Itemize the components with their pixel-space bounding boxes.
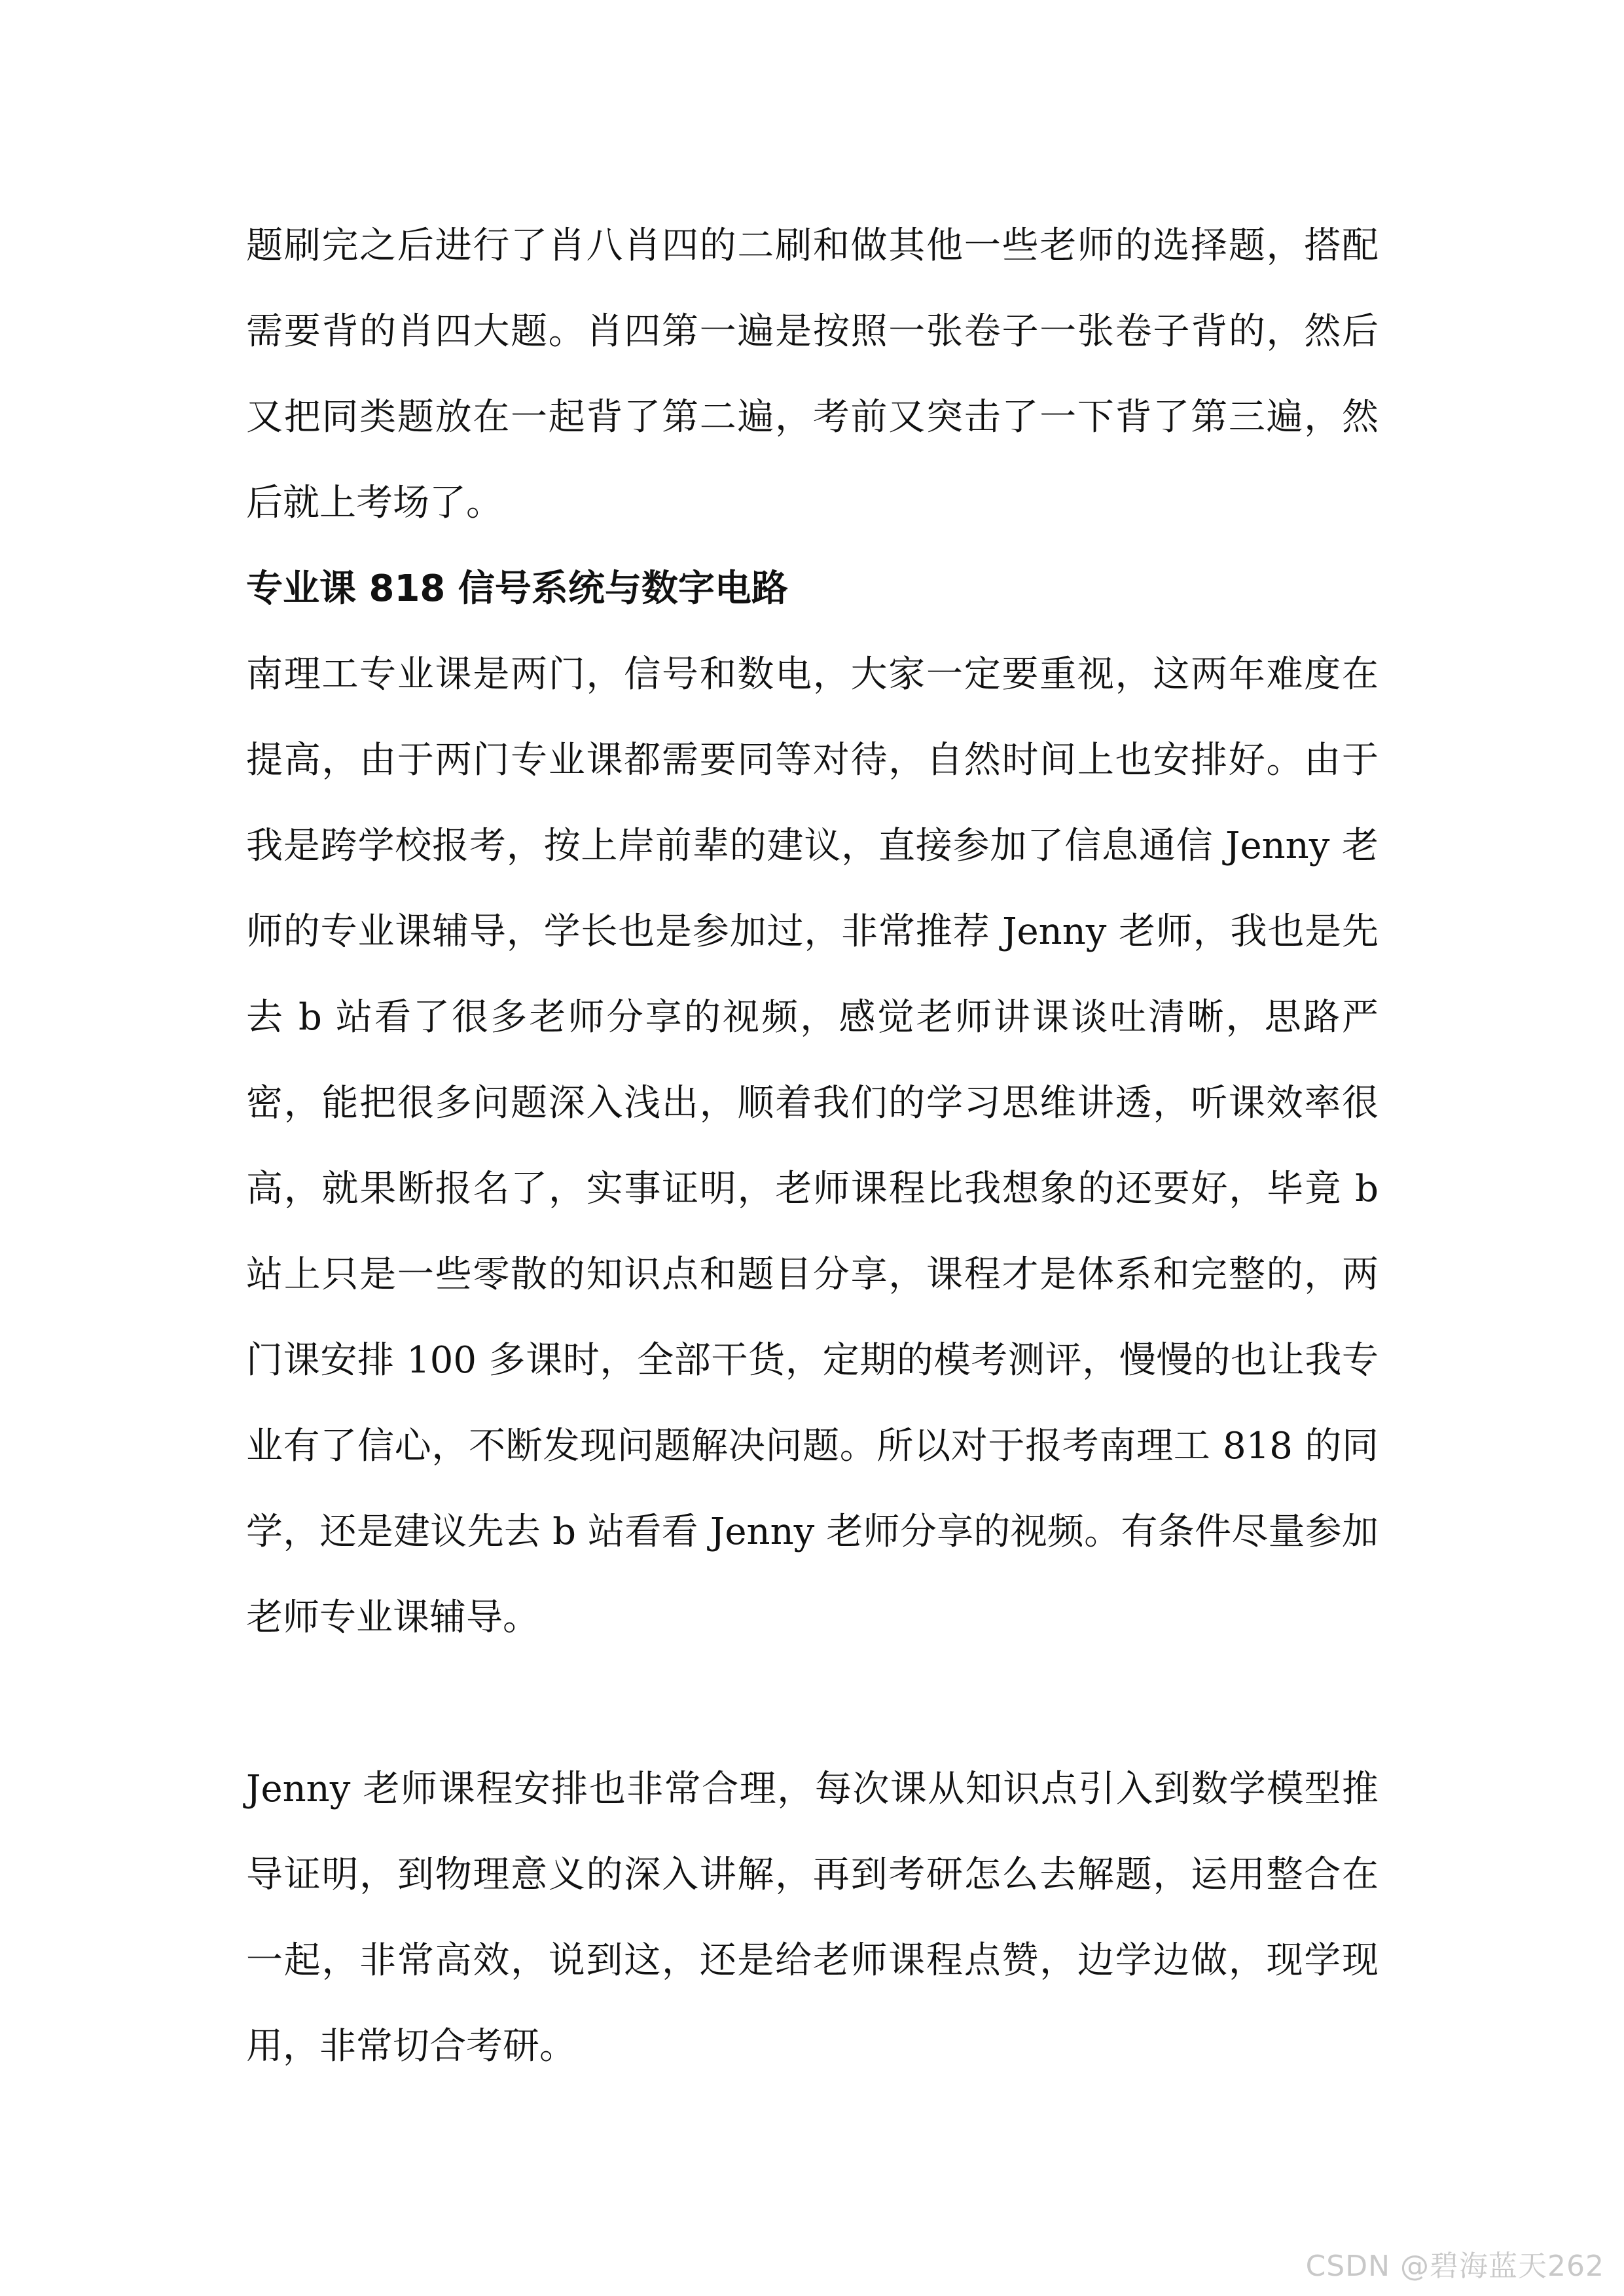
document-body bbox=[246, 203, 1379, 2089]
section-heading: 专业课 818 信号系统与数字电路 bbox=[246, 567, 788, 610]
paragraph-gap bbox=[246, 1660, 1379, 1746]
paragraph-major-course: 南理工专业课是两门，信号和数电，大家一定要重视，这两年难度在提高，由于两门专业课都需要同等对待，自然时间上也安排好。由于我是跨学校报考，按上岸前辈的建议，直接参加了信息通信 Jenny 老师的专业课辅导，学长也是参加过，非常推荐 Jenny 老师，我也是先去 b 站看了很多老师分享的视频，感觉老师讲课谈吐清晰，思路严密，能把很多问题深入浅出，顺着我们的学习思维讲透，听课效率很高，就果断报名了，实事证明，老师课程比我想象的还要好，毕竟 b 站上只是一些零散的知识点和题目分享，课程才是体系和完整的，两门课安排 100 多课时，全部干货，定期的模考测评，慢慢的也让我专业有了信心，不断发现问题解决问题。所以对于报考南理工 818 的同学，还是建议先去 b 站看看 Jenny 老师分享的视频。有条件尽量参加老师专业课辅导。 bbox=[246, 653, 1379, 1639]
paragraph-study-politics: 题刷完之后进行了肖八肖四的二刷和做其他一些老师的选择题，搭配需要背的肖四大题。肖四第一遍是按照一张卷子一张卷子背的，然后又把同类题放在一起背了第二遍，考前又突击了一下背了第三遍，然后就上考场了。 bbox=[246, 224, 1379, 524]
paragraph-course-arrangement: Jenny 老师课程安排也非常合理，每次课从知识点引入到数学模型推导证明，到物理意义的深入讲解，再到考研怎么去解题，运用整合在一起，非常高效，说到这，还是给老师课程点赞，边学边做，现学现用，非常切合考研。 bbox=[246, 1768, 1379, 2068]
csdn-watermark: CSDN @碧海蓝天262 bbox=[1305, 2250, 1604, 2283]
